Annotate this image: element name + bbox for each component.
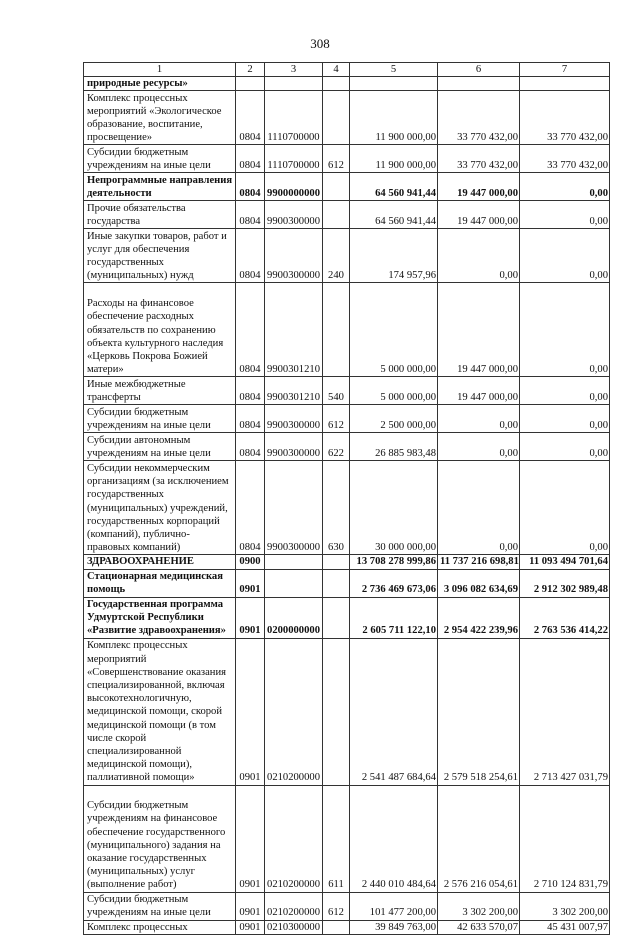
amount-col-5: 11 900 000,00 bbox=[350, 91, 438, 145]
amount-col-7: 33 770 432,00 bbox=[520, 145, 610, 173]
amount-col-7: 11 093 494 701,64 bbox=[520, 555, 610, 569]
header-col-4: 4 bbox=[323, 63, 350, 77]
table-header-row bbox=[84, 63, 610, 77]
row-name: Субсидии автономным учреждениям на иные цели bbox=[84, 433, 236, 461]
expense-type-code bbox=[323, 638, 350, 785]
amount-col-6: 11 737 216 698,81 bbox=[438, 555, 520, 569]
amount-col-7: 2 763 536 414,22 bbox=[520, 597, 610, 638]
table-row bbox=[84, 569, 610, 597]
row-name: Субсидии бюджетным учреждениям на иные цели bbox=[84, 405, 236, 433]
table-row bbox=[84, 638, 610, 785]
amount-col-7: 0,00 bbox=[520, 405, 610, 433]
table-row bbox=[84, 433, 610, 461]
target-article-code: 9900000000 bbox=[265, 173, 323, 201]
target-article-code: 1110700000 bbox=[265, 91, 323, 145]
budget-table bbox=[83, 62, 610, 935]
row-name: Иные закупки товаров, работ и услуг для обеспечения государственных (муниципальных) нужд bbox=[84, 229, 236, 283]
target-article-code bbox=[265, 555, 323, 569]
table-row bbox=[84, 555, 610, 569]
target-article-code: 9900301210 bbox=[265, 283, 323, 377]
amount-col-5 bbox=[350, 77, 438, 91]
expense-type-code: 612 bbox=[323, 892, 350, 920]
target-article-code: 0210200000 bbox=[265, 638, 323, 785]
amount-col-6: 0,00 bbox=[438, 405, 520, 433]
table-row bbox=[84, 892, 610, 920]
header-col-3: 3 bbox=[265, 63, 323, 77]
amount-col-7: 0,00 bbox=[520, 201, 610, 229]
table-row bbox=[84, 283, 610, 377]
section-code: 0804 bbox=[236, 377, 265, 405]
amount-col-5: 174 957,96 bbox=[350, 229, 438, 283]
target-article-code: 9900300000 bbox=[265, 229, 323, 283]
table-row bbox=[84, 91, 610, 145]
section-code: 0804 bbox=[236, 283, 265, 377]
amount-col-7: 33 770 432,00 bbox=[520, 91, 610, 145]
table-row bbox=[84, 920, 610, 934]
target-article-code: 0210300000 bbox=[265, 920, 323, 934]
section-code bbox=[236, 77, 265, 91]
table-row bbox=[84, 785, 610, 892]
table-row bbox=[84, 173, 610, 201]
target-article-code: 9900300000 bbox=[265, 461, 323, 555]
target-article-code bbox=[265, 77, 323, 91]
expense-type-code bbox=[323, 920, 350, 934]
amount-col-7: 2 912 302 989,48 bbox=[520, 569, 610, 597]
amount-col-7: 0,00 bbox=[520, 229, 610, 283]
amount-col-5: 2 605 711 122,10 bbox=[350, 597, 438, 638]
amount-col-7: 0,00 bbox=[520, 377, 610, 405]
row-name: Комплекс процессных мероприятий «Экологическое образование, воспитание, просвещение» bbox=[84, 91, 236, 145]
table-row bbox=[84, 77, 610, 91]
header-col-2: 2 bbox=[236, 63, 265, 77]
row-name: Иные межбюджетные трансферты bbox=[84, 377, 236, 405]
amount-col-6: 42 633 570,07 bbox=[438, 920, 520, 934]
section-code: 0901 bbox=[236, 785, 265, 892]
amount-col-6: 19 447 000,00 bbox=[438, 377, 520, 405]
target-article-code: 1110700000 bbox=[265, 145, 323, 173]
row-name: Стационарная медицинская помощь bbox=[84, 569, 236, 597]
section-code: 0804 bbox=[236, 405, 265, 433]
amount-col-6 bbox=[438, 77, 520, 91]
section-code: 0804 bbox=[236, 91, 265, 145]
row-name: Государственная программа Удмуртской Республики «Развитие здравоохранения» bbox=[84, 597, 236, 638]
expense-type-code bbox=[323, 173, 350, 201]
table-row bbox=[84, 597, 610, 638]
amount-col-7: 0,00 bbox=[520, 461, 610, 555]
section-code: 0804 bbox=[236, 433, 265, 461]
section-code: 0804 bbox=[236, 145, 265, 173]
amount-col-7: 0,00 bbox=[520, 433, 610, 461]
section-code: 0804 bbox=[236, 229, 265, 283]
section-code: 0901 bbox=[236, 892, 265, 920]
amount-col-5: 11 900 000,00 bbox=[350, 145, 438, 173]
row-name: ЗДРАВООХРАНЕНИЕ bbox=[84, 555, 236, 569]
amount-col-5: 13 708 278 999,86 bbox=[350, 555, 438, 569]
expense-type-code: 622 bbox=[323, 433, 350, 461]
amount-col-5: 5 000 000,00 bbox=[350, 377, 438, 405]
row-name: Субсидии некоммерческим организациям (за исключением государственных (муниципальных) учреждений, государственных корпораций (компаний), публично-правовых компаний) bbox=[84, 461, 236, 555]
expense-type-code bbox=[323, 283, 350, 377]
amount-col-5: 5 000 000,00 bbox=[350, 283, 438, 377]
page-number: 308 bbox=[310, 36, 330, 51]
table-row bbox=[84, 405, 610, 433]
target-article-code: 0210200000 bbox=[265, 785, 323, 892]
row-name: Комплекс процессных мероприятий «Совершенствование оказания специализированной, включая высокотехнологичную, медицинской помощи, скорой медицинской помощи (в том числе скорой специализированной медицинской помощи), паллиативной помощи» bbox=[84, 638, 236, 785]
amount-col-7: 2 713 427 031,79 bbox=[520, 638, 610, 785]
amount-col-6: 0,00 bbox=[438, 229, 520, 283]
section-code: 0901 bbox=[236, 638, 265, 785]
amount-col-6: 33 770 432,00 bbox=[438, 145, 520, 173]
row-name: Непрограммные направления деятельности bbox=[84, 173, 236, 201]
expense-type-code: 540 bbox=[323, 377, 350, 405]
target-article-code: 9900300000 bbox=[265, 405, 323, 433]
expense-type-code bbox=[323, 201, 350, 229]
expense-type-code: 240 bbox=[323, 229, 350, 283]
table-row bbox=[84, 461, 610, 555]
amount-col-6: 33 770 432,00 bbox=[438, 91, 520, 145]
expense-type-code bbox=[323, 597, 350, 638]
amount-col-6: 2 954 422 239,96 bbox=[438, 597, 520, 638]
amount-col-6: 0,00 bbox=[438, 433, 520, 461]
table-row bbox=[84, 377, 610, 405]
row-name: Субсидии бюджетным учреждениям на иные цели bbox=[84, 145, 236, 173]
amount-col-6: 0,00 bbox=[438, 461, 520, 555]
header-col-6: 6 bbox=[438, 63, 520, 77]
header-col-1: 1 bbox=[84, 63, 236, 77]
table-row bbox=[84, 145, 610, 173]
amount-col-7: 0,00 bbox=[520, 173, 610, 201]
amount-col-6: 3 302 200,00 bbox=[438, 892, 520, 920]
amount-col-5: 39 849 763,00 bbox=[350, 920, 438, 934]
table-row bbox=[84, 201, 610, 229]
target-article-code: 0210200000 bbox=[265, 892, 323, 920]
amount-col-6: 2 579 518 254,61 bbox=[438, 638, 520, 785]
amount-col-6: 2 576 216 054,61 bbox=[438, 785, 520, 892]
amount-col-5: 2 736 469 673,06 bbox=[350, 569, 438, 597]
amount-col-5: 64 560 941,44 bbox=[350, 173, 438, 201]
expense-type-code: 611 bbox=[323, 785, 350, 892]
amount-col-5: 101 477 200,00 bbox=[350, 892, 438, 920]
target-article-code: 9900301210 bbox=[265, 377, 323, 405]
section-code: 0901 bbox=[236, 569, 265, 597]
amount-col-5: 2 440 010 484,64 bbox=[350, 785, 438, 892]
amount-col-7: 3 302 200,00 bbox=[520, 892, 610, 920]
expense-type-code: 630 bbox=[323, 461, 350, 555]
section-code: 0901 bbox=[236, 597, 265, 638]
target-article-code: 0200000000 bbox=[265, 597, 323, 638]
amount-col-6: 3 096 082 634,69 bbox=[438, 569, 520, 597]
row-name: природные ресурсы» bbox=[84, 77, 236, 91]
amount-col-7: 0,00 bbox=[520, 283, 610, 377]
target-article-code bbox=[265, 569, 323, 597]
target-article-code: 9900300000 bbox=[265, 201, 323, 229]
amount-col-5: 26 885 983,48 bbox=[350, 433, 438, 461]
row-name: Расходы на финансовое обеспечение расходных обязательств по сохранению объекта культурного наследия «Церковь Покрова Божией матери» bbox=[84, 283, 236, 377]
amount-col-5: 64 560 941,44 bbox=[350, 201, 438, 229]
expense-type-code bbox=[323, 77, 350, 91]
amount-col-6: 19 447 000,00 bbox=[438, 201, 520, 229]
row-name: Субсидии бюджетным учреждениям на иные цели bbox=[84, 892, 236, 920]
amount-col-5: 30 000 000,00 bbox=[350, 461, 438, 555]
target-article-code: 9900300000 bbox=[265, 433, 323, 461]
expense-type-code bbox=[323, 569, 350, 597]
amount-col-7 bbox=[520, 77, 610, 91]
row-name: Комплекс процессных bbox=[84, 920, 236, 934]
section-code: 0804 bbox=[236, 201, 265, 229]
section-code: 0804 bbox=[236, 173, 265, 201]
table-row bbox=[84, 229, 610, 283]
header-col-7: 7 bbox=[520, 63, 610, 77]
amount-col-7: 45 431 007,97 bbox=[520, 920, 610, 934]
amount-col-7: 2 710 124 831,79 bbox=[520, 785, 610, 892]
row-name: Прочие обязательства государства bbox=[84, 201, 236, 229]
row-name: Субсидии бюджетным учреждениям на финансовое обеспечение государственного (муниципального) задания на оказание государственных (муниципальных) услуг (выполнение работ) bbox=[84, 785, 236, 892]
expense-type-code bbox=[323, 555, 350, 569]
amount-col-5: 2 541 487 684,64 bbox=[350, 638, 438, 785]
section-code: 0804 bbox=[236, 461, 265, 555]
amount-col-6: 19 447 000,00 bbox=[438, 173, 520, 201]
amount-col-6: 19 447 000,00 bbox=[438, 283, 520, 377]
expense-type-code bbox=[323, 91, 350, 145]
expense-type-code: 612 bbox=[323, 145, 350, 173]
header-col-5: 5 bbox=[350, 63, 438, 77]
section-code: 0900 bbox=[236, 555, 265, 569]
section-code: 0901 bbox=[236, 920, 265, 934]
expense-type-code: 612 bbox=[323, 405, 350, 433]
amount-col-5: 2 500 000,00 bbox=[350, 405, 438, 433]
